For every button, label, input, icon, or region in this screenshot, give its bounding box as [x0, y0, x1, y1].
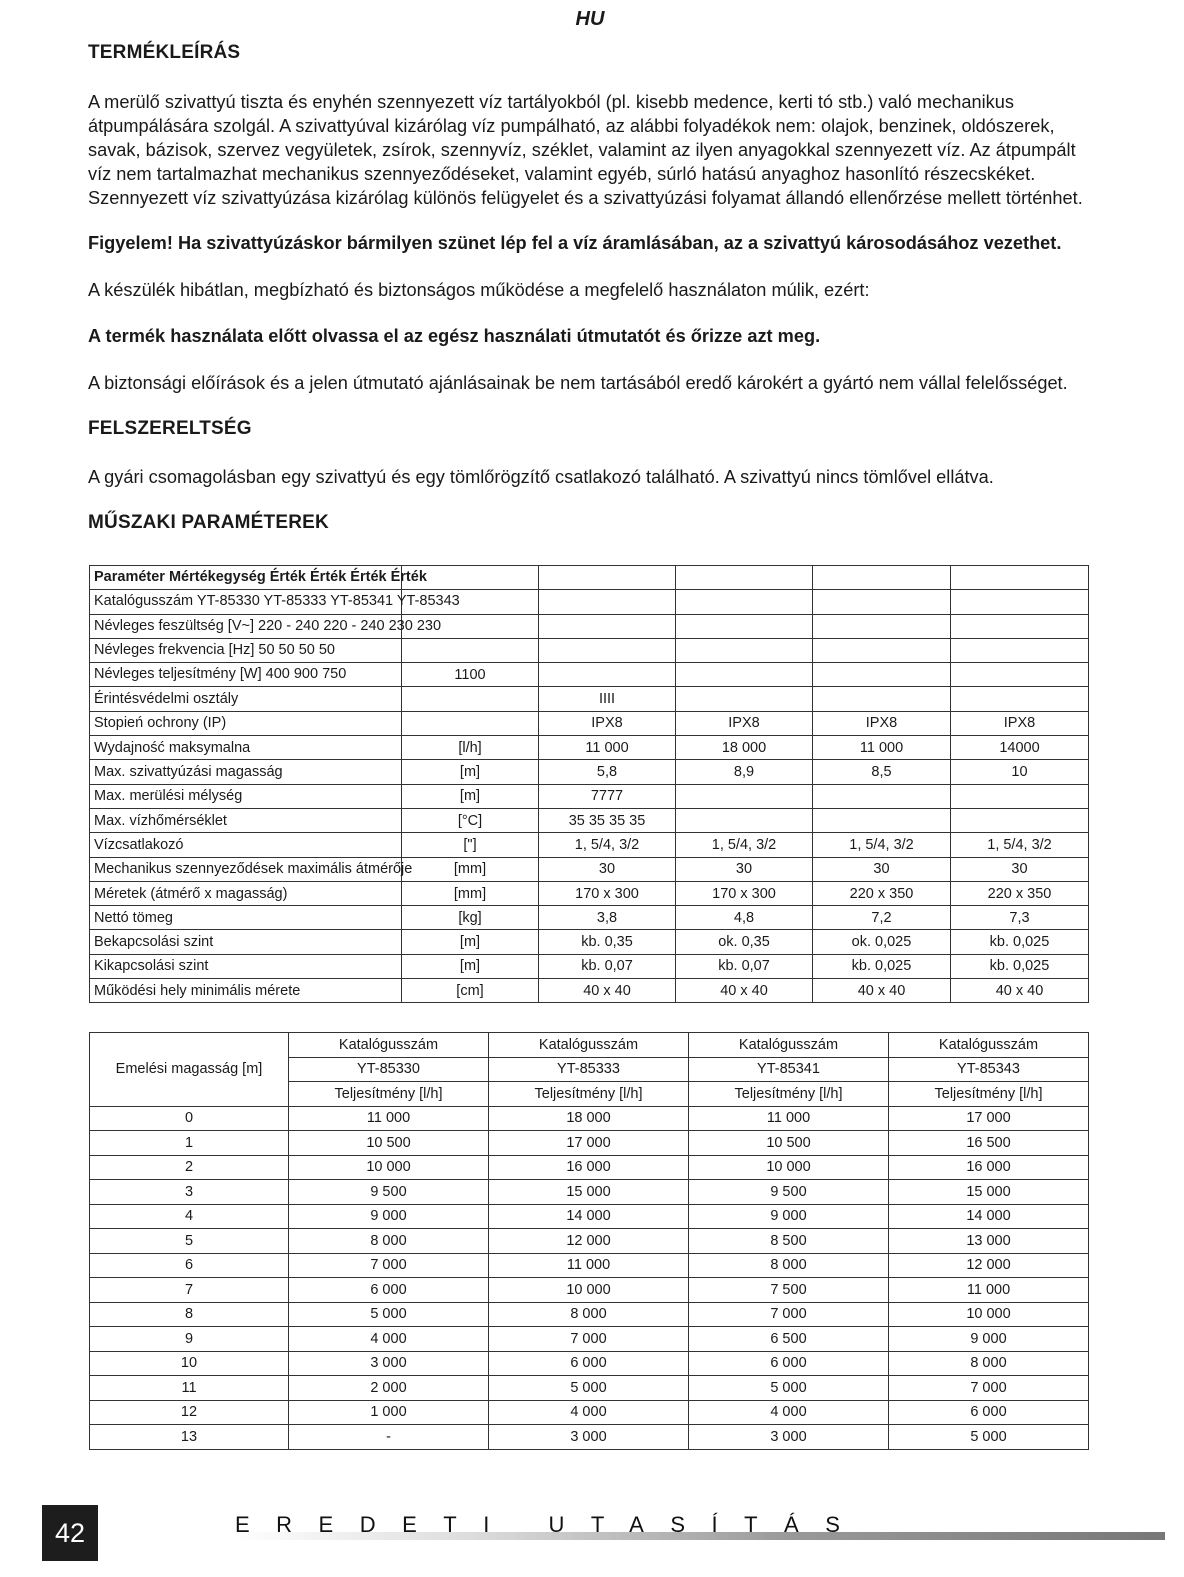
performance-cell: 9 500 [689, 1180, 889, 1205]
tech-value: 8,5 [813, 760, 951, 784]
tech-value: 11 000 [539, 736, 676, 760]
tech-table-row [90, 906, 1089, 930]
performance-cell: 14 000 [489, 1204, 689, 1229]
tech-value [951, 590, 1089, 614]
tech-unit: [l/h] [402, 736, 539, 760]
tech-value: IPX8 [951, 711, 1089, 735]
lift-height-cell: 3 [90, 1180, 289, 1205]
tech-table-row [90, 930, 1089, 954]
tech-param-name: Érintésvédelmi osztály [90, 687, 402, 711]
tech-table-row [90, 784, 1089, 808]
performance-cell: - [289, 1425, 489, 1450]
tech-value: kb. 0,35 [539, 930, 676, 954]
performance-table [89, 1032, 1089, 1450]
tech-value [813, 614, 951, 638]
tech-unit: [m] [402, 954, 539, 978]
tech-unit: [°C] [402, 808, 539, 832]
performance-cell: 5 000 [889, 1425, 1089, 1450]
tech-table-row [90, 566, 1089, 590]
tech-unit: [mm] [402, 857, 539, 881]
height-column-header: Emelési magasság [m] [90, 1033, 289, 1107]
tech-table-row [90, 638, 1089, 662]
tech-value [951, 663, 1089, 687]
performance-header: Teljesítmény [l/h] [289, 1082, 489, 1107]
tech-unit: 1100 [402, 663, 539, 687]
tech-param-text: Névleges feszültség [V~] 220 - 240 220 - 240 230 230 [94, 617, 442, 634]
model-header: YT-85333 [489, 1057, 689, 1082]
perf-table-row [90, 1155, 1089, 1180]
tech-value: 40 x 40 [813, 979, 951, 1003]
performance-cell: 11 000 [489, 1253, 689, 1278]
performance-cell: 3 000 [289, 1351, 489, 1376]
tech-unit [402, 638, 539, 662]
tech-value: kb. 0,025 [813, 954, 951, 978]
performance-cell: 10 000 [689, 1155, 889, 1180]
performance-cell: 10 500 [689, 1131, 889, 1156]
performance-cell: 14 000 [889, 1204, 1089, 1229]
perf-table-row [90, 1376, 1089, 1401]
description-text: A merülő szivattyú tiszta és enyhén szennyezett víz tartályokból (pl. kisebb medence, kerti tó stb.) való mechanikus átpumpálására szolgál. A szivattyúval kizárólag víz pumpálható, az alábbi folyadékok nem: olajok, benzinek, oldószerek, savak, bázisok, szervez vegyületek, zsírok, szennyvíz, széklet, valamint az ilyen anyagokkal szennyezett víz. Az átpumpált víz nem tartalmazhat mechanikus szennyeződéseket, valamint egyéb, súrló hatású anyaghoz hasonlító részecskéket. Szennyezett víz szivattyúzása kizárólag különös felügyelet és a szivattyúzási folyamat állandó ellenőrzése mellett történhet. [88, 92, 1083, 208]
tech-value: 30 [951, 857, 1089, 881]
tech-param-name [90, 590, 460, 614]
performance-cell: 15 000 [489, 1180, 689, 1205]
tech-value [813, 566, 951, 590]
language-code: HU [575, 8, 605, 30]
performance-cell: 5 000 [289, 1302, 489, 1327]
tech-unit [402, 711, 539, 735]
tech-value: 5,8 [539, 760, 676, 784]
tech-table-row [90, 590, 1089, 614]
performance-cell: 9 000 [689, 1204, 889, 1229]
lift-height-cell: 6 [90, 1253, 289, 1278]
tech-value: kb. 0,025 [951, 954, 1089, 978]
tech-param-name: Vízcsatlakozó [90, 833, 402, 857]
perf-table-row [90, 1327, 1089, 1352]
tech-value: 40 x 40 [951, 979, 1089, 1003]
tech-unit [402, 687, 539, 711]
performance-cell: 6 000 [289, 1278, 489, 1303]
tech-value: 30 [676, 857, 813, 881]
lift-height-cell: 11 [90, 1376, 289, 1401]
tech-value: 8,9 [676, 760, 813, 784]
performance-cell: 16 000 [889, 1155, 1089, 1180]
tech-param-name: Működési hely minimális mérete [90, 979, 402, 1003]
tech-value [676, 808, 813, 832]
tech-unit: [m] [402, 760, 539, 784]
tech-value: 170 x 300 [539, 881, 676, 905]
performance-header: Teljesítmény [l/h] [489, 1082, 689, 1107]
tech-value: 10 [951, 760, 1089, 784]
tech-param-text: Névleges teljesítmény [W] 400 900 750 [94, 666, 347, 683]
tech-value: IPX8 [676, 711, 813, 735]
performance-cell: 8 000 [689, 1253, 889, 1278]
performance-cell: 8 000 [889, 1351, 1089, 1376]
performance-cell: 17 000 [889, 1106, 1089, 1131]
performance-cell: 8 000 [489, 1302, 689, 1327]
section-title-description: TERMÉKLEÍRÁS [88, 42, 241, 63]
performance-cell: 16 000 [489, 1155, 689, 1180]
tech-value: 40 x 40 [676, 979, 813, 1003]
performance-cell: 9 500 [289, 1180, 489, 1205]
tech-table-row [90, 614, 1089, 638]
tech-param-text: Paraméter Mértékegység Érték Érték Érték Érték [94, 569, 427, 585]
catalog-header: Katalógusszám [689, 1033, 889, 1058]
tech-value: 14000 [951, 736, 1089, 760]
tech-value [951, 808, 1089, 832]
tech-table-row [90, 881, 1089, 905]
tech-value [813, 663, 951, 687]
tech-value: ok. 0,025 [813, 930, 951, 954]
performance-cell: 9 000 [289, 1204, 489, 1229]
liability-text: A biztonsági előírások és a jelen útmutató ajánlásainak be nem tartásából eredő károkért a gyártó nem vállal felelősséget. [88, 373, 1068, 393]
performance-cell: 4 000 [289, 1327, 489, 1352]
tech-value: 220 x 350 [813, 881, 951, 905]
lift-height-cell: 8 [90, 1302, 289, 1327]
tech-value [951, 638, 1089, 662]
tech-value [539, 590, 676, 614]
performance-cell: 6 500 [689, 1327, 889, 1352]
perf-table-row [90, 1106, 1089, 1131]
performance-cell: 10 500 [289, 1131, 489, 1156]
tech-value: 1, 5/4, 3/2 [676, 833, 813, 857]
tech-unit: [cm] [402, 979, 539, 1003]
lift-height-cell: 4 [90, 1204, 289, 1229]
tech-param-name [90, 614, 442, 638]
performance-cell: 12 000 [489, 1229, 689, 1254]
performance-cell: 7 000 [689, 1302, 889, 1327]
lift-height-cell: 1 [90, 1131, 289, 1156]
tech-value [539, 638, 676, 662]
tech-param-name: Wydajność maksymalna [90, 736, 402, 760]
performance-cell: 11 000 [289, 1106, 489, 1131]
tech-value: 1, 5/4, 3/2 [539, 833, 676, 857]
tech-value: 35 35 35 35 [539, 808, 676, 832]
performance-cell: 7 500 [689, 1278, 889, 1303]
perf-table-row [90, 1278, 1089, 1303]
perf-table-row [90, 1351, 1089, 1376]
catalog-header: Katalógusszám [289, 1033, 489, 1058]
performance-cell: 6 000 [489, 1351, 689, 1376]
lift-height-cell: 2 [90, 1155, 289, 1180]
lift-height-cell: 5 [90, 1229, 289, 1254]
tech-value: IIII [539, 687, 676, 711]
performance-cell: 7 000 [889, 1376, 1089, 1401]
warning-text: Figyelem! Ha szivattyúzáskor bármilyen szünet lép fel a víz áramlásában, az a szivattyú károsodásához vezethet. [88, 233, 1062, 253]
tech-value: 11 000 [813, 736, 951, 760]
tech-unit: [m] [402, 930, 539, 954]
perf-table-row [90, 1204, 1089, 1229]
tech-param-name [90, 663, 402, 687]
performance-cell: 10 000 [889, 1302, 1089, 1327]
performance-cell: 15 000 [889, 1180, 1089, 1205]
perf-table-row [90, 1180, 1089, 1205]
tech-value: ok. 0,35 [676, 930, 813, 954]
perf-table-row [90, 1131, 1089, 1156]
perf-table-row [90, 1253, 1089, 1278]
performance-cell: 6 000 [889, 1400, 1089, 1425]
performance-cell: 3 000 [689, 1425, 889, 1450]
tech-value [539, 614, 676, 638]
lift-height-cell: 13 [90, 1425, 289, 1450]
performance-header: Teljesítmény [l/h] [889, 1082, 1089, 1107]
lift-height-cell: 0 [90, 1106, 289, 1131]
tech-value: 3,8 [539, 906, 676, 930]
tech-unit: [m] [402, 784, 539, 808]
tech-value [539, 566, 676, 590]
tech-unit: [kg] [402, 906, 539, 930]
performance-cell: 8 500 [689, 1229, 889, 1254]
perf-table-row [90, 1229, 1089, 1254]
tech-value [676, 566, 813, 590]
tech-param-name: Bekapcsolási szint [90, 930, 402, 954]
tech-table-row [90, 663, 1089, 687]
section-title-equipment: FELSZERELTSÉG [88, 418, 252, 439]
tech-table-row [90, 979, 1089, 1003]
performance-cell: 7 000 [489, 1327, 689, 1352]
tech-value: 7777 [539, 784, 676, 808]
tech-value [676, 614, 813, 638]
tech-value: 30 [813, 857, 951, 881]
performance-cell: 4 000 [489, 1400, 689, 1425]
tech-value: 220 x 350 [951, 881, 1089, 905]
performance-cell: 4 000 [689, 1400, 889, 1425]
catalog-header: Katalógusszám [489, 1033, 689, 1058]
reliability-text: A készülék hibátlan, megbízható és biztonságos működése a megfelelő használaton múlik, ezért: [88, 280, 870, 300]
tech-value [676, 663, 813, 687]
tech-param-name: Max. merülési mélység [90, 784, 402, 808]
performance-cell: 6 000 [689, 1351, 889, 1376]
performance-cell: 8 000 [289, 1229, 489, 1254]
performance-cell: 13 000 [889, 1229, 1089, 1254]
tech-value [676, 784, 813, 808]
tech-value [813, 590, 951, 614]
performance-cell: 2 000 [289, 1376, 489, 1401]
tech-value: 1, 5/4, 3/2 [813, 833, 951, 857]
tech-value [951, 614, 1089, 638]
tech-param-name: Max. vízhőmérséklet [90, 808, 402, 832]
tech-value [813, 638, 951, 662]
tech-value [676, 687, 813, 711]
tech-table-row [90, 711, 1089, 735]
tech-param-name: Kikapcsolási szint [90, 954, 402, 978]
tech-value: 18 000 [676, 736, 813, 760]
technical-parameters-table [89, 565, 1089, 1003]
tech-table-row [90, 760, 1089, 784]
tech-table-row [90, 808, 1089, 832]
tech-value [951, 784, 1089, 808]
performance-cell: 5 000 [489, 1376, 689, 1401]
tech-unit: [mm] [402, 881, 539, 905]
section-title-technical: MŰSZAKI PARAMÉTEREK [88, 512, 329, 533]
tech-param-name: Max. szivattyúzási magasság [90, 760, 402, 784]
catalog-header: Katalógusszám [889, 1033, 1089, 1058]
tech-value: 7,2 [813, 906, 951, 930]
tech-param-name: Stopień ochrony (IP) [90, 711, 402, 735]
tech-value [813, 784, 951, 808]
lift-height-cell: 9 [90, 1327, 289, 1352]
tech-value [951, 687, 1089, 711]
tech-value: 4,8 [676, 906, 813, 930]
tech-value: 1, 5/4, 3/2 [951, 833, 1089, 857]
tech-value: kb. 0,07 [676, 954, 813, 978]
read-manual-text: A termék használata előtt olvassa el az egész használati útmutatót és őrizze azt meg. [88, 326, 821, 346]
tech-value [539, 663, 676, 687]
performance-cell: 10 000 [489, 1278, 689, 1303]
tech-value [951, 566, 1089, 590]
tech-value: 40 x 40 [539, 979, 676, 1003]
tech-param-text: Névleges frekvencia [Hz] 50 50 50 50 [94, 641, 335, 658]
performance-header: Teljesítmény [l/h] [689, 1082, 889, 1107]
equipment-text: A gyári csomagolásban egy szivattyú és egy tömlőrögzítő csatlakozó található. A szivattyú nincs tömlővel ellátva. [88, 467, 994, 487]
tech-value: kb. 0,07 [539, 954, 676, 978]
tech-table-row [90, 954, 1089, 978]
tech-param-name [90, 638, 402, 662]
lift-height-cell: 7 [90, 1278, 289, 1303]
model-header: YT-85330 [289, 1057, 489, 1082]
tech-value [676, 638, 813, 662]
performance-cell: 1 000 [289, 1400, 489, 1425]
performance-cell: 12 000 [889, 1253, 1089, 1278]
tech-table-row [90, 833, 1089, 857]
tech-table-row [90, 857, 1089, 881]
perf-table-row [90, 1425, 1089, 1450]
model-header: YT-85343 [889, 1057, 1089, 1082]
performance-cell: 17 000 [489, 1131, 689, 1156]
tech-value: 30 [539, 857, 676, 881]
tech-value [676, 590, 813, 614]
performance-cell: 9 000 [889, 1327, 1089, 1352]
tech-value: 7,3 [951, 906, 1089, 930]
tech-table-row [90, 687, 1089, 711]
tech-param-name: Méretek (átmérő x magasság) [90, 881, 402, 905]
performance-cell: 11 000 [689, 1106, 889, 1131]
performance-cell: 3 000 [489, 1425, 689, 1450]
tech-param-name: Mechanikus szennyeződések maximális átmérője [90, 857, 402, 881]
tech-value: kb. 0,025 [951, 930, 1089, 954]
tech-value: 170 x 300 [676, 881, 813, 905]
performance-cell: 11 000 [889, 1278, 1089, 1303]
performance-cell: 10 000 [289, 1155, 489, 1180]
tech-value: IPX8 [539, 711, 676, 735]
performance-cell: 7 000 [289, 1253, 489, 1278]
lift-height-cell: 12 [90, 1400, 289, 1425]
lift-height-cell: 10 [90, 1351, 289, 1376]
tech-param-name [90, 566, 427, 590]
tech-param-text: Katalógusszám YT-85330 YT-85333 YT-85341 YT-85343 [94, 593, 460, 610]
footer-title: EREDETI UTASÍTÁS [235, 1512, 867, 1537]
model-header: YT-85341 [689, 1057, 889, 1082]
tech-value [813, 808, 951, 832]
tech-value [813, 687, 951, 711]
tech-value: IPX8 [813, 711, 951, 735]
performance-cell: 18 000 [489, 1106, 689, 1131]
performance-cell: 16 500 [889, 1131, 1089, 1156]
page-number: 42 [42, 1505, 98, 1561]
tech-param-name: Nettó tömeg [90, 906, 402, 930]
performance-cell: 5 000 [689, 1376, 889, 1401]
perf-table-row [90, 1302, 1089, 1327]
tech-unit: ["] [402, 833, 539, 857]
tech-table-row [90, 736, 1089, 760]
perf-table-row [90, 1400, 1089, 1425]
